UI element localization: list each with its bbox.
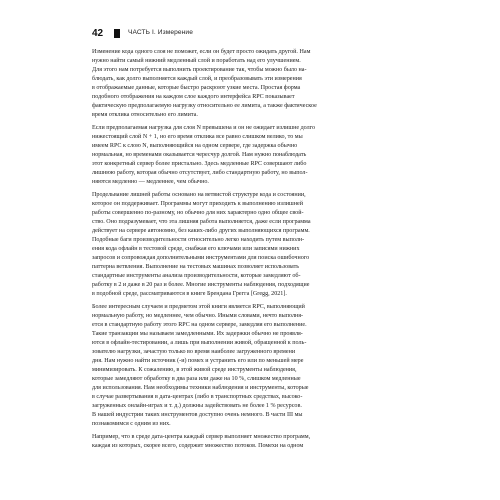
text-line: минимизировать. К сожалению, в этой живой среде инструменты наблюдения, (92, 367, 297, 373)
text-line: Изменение кода одного слоя не поможет, если он будет просто ожидать другой. Нам (92, 49, 311, 55)
text-line: зователю нагрузки, зачастую только во время наиболее загруженного времени (92, 349, 296, 355)
text-line: лишнюю работу, которая обычно отсутствует, либо стандартную работу, но выпол- (92, 170, 308, 176)
text-line: Для этого нам потребуется выполнить проектирование так, чтобы можно было на- (92, 67, 307, 73)
paragraph-1 (92, 48, 410, 120)
text-line: этот конкретный сервер более пристально. Здесь медленные RPC совершают либо (92, 161, 307, 167)
text-line: которые замедляют обработку в два раза или даже на 10 %, слишком медленные (92, 376, 301, 382)
text-line: нижестоящий слой N + 1, но его время отклика все равно слишком велико, то мы (92, 134, 303, 140)
section-marker (114, 29, 120, 38)
paragraph-5 (92, 433, 410, 451)
text-line: нужно найти самый нижний медленный слой и поработать над его улучшением. (92, 58, 301, 64)
text-line: работы совершенно по-разному, но обычно для них характерно одно общее свой- (92, 210, 304, 216)
text-line: для использования. Нам необходимы техники наблюдения и инструменты, которые (92, 385, 309, 391)
text-line: стандартные инструменты анализа производительности, которые замедляют об- (92, 273, 301, 279)
text-line: Например, что в среде дата-центра каждый сервер выполняет множество программ, (92, 434, 311, 440)
paragraph-3 (92, 191, 410, 299)
text-line: нормальная, но временами оказывается чересчур долгой. Нам нужно понаблюдать (92, 152, 307, 158)
text-line: каждая из которых, скорее всего, содержит множество потоков. Помехи на одном (92, 443, 304, 449)
text-line: паттерна ветвления. Выполнение на тестовых машинах позволяет использовать (92, 264, 300, 270)
text-line: которое он поддерживает. Программы могут приходить к выполнению излишней (92, 201, 303, 207)
text-line: ения кода офлайн в тестовой среде, снабжая его ключами или записями нижних (92, 246, 300, 252)
text-line: няются медленно — медленнее, чем обычно. (92, 179, 209, 185)
part-title: ЧАСТЬ I. Измерение (128, 29, 193, 36)
paragraph-2 (92, 124, 410, 187)
text-line: фактическую предполагаемую нагрузку относительно ее лимита, а также фактическое (92, 103, 317, 109)
text-line: ются в офлайн-тестировании, а лишь при выполнении живой, обращенной к поль- (92, 340, 307, 346)
text-line: подобного отображения на каждом слое каждого интерфейса RPC показывает (92, 94, 295, 100)
text-line: В нашей индустрии таких инструментов доступно очень немного. В части III мы (92, 412, 303, 418)
text-line: загруженных онлайн-играх и т. д.) должны задействовать не более 1 % ресурсов. (92, 403, 302, 409)
text-line: ется в стандартную работу этого RPC на одном сервере, замедляя его выполнение. (92, 322, 307, 328)
page-body (92, 48, 410, 455)
text-line: дня. Нам нужно найти источник (-и) помех и устранить его или по меньшей мере (92, 358, 304, 364)
text-line: действует на сервере автономно, без каких-либо других выполняющихся программ. (92, 228, 310, 234)
text-line: в случае развертывания в дата-центрах (либо в транспортных средствах, высоко- (92, 394, 303, 400)
paragraph-4 (92, 303, 410, 429)
text-line: в подобной среде, рассматриваются в книге Брендана Грегга [Gregg, 2021]. (92, 291, 287, 297)
text-line: нормальную работу, но медленнее, чем обычно. Иными словами, нечто выполня- (92, 313, 304, 319)
text-line: имеем RPC к слою N, выполняющийся на одном сервере, где задержка обычно (92, 143, 298, 149)
text-line: познакомимся с одним из них. (92, 421, 171, 427)
text-line: в отображаемые данные, которые быстро раскроют узкие места. Простая форма (92, 85, 301, 91)
page-number: 42 (92, 28, 104, 39)
running-header (92, 28, 412, 42)
text-line: ство. Оно подразумевает, что эта лишняя работа выполняется, даже если программа (92, 219, 311, 225)
text-line: время отклика относительно его лимита. (92, 112, 198, 118)
text-line: работку в 2 и даже в 20 раз и более. Многие инструменты наблюдения, подходящие (92, 282, 310, 288)
text-line: блюдать, как долго выполняется каждый слой, и преобразовывать эти измерения (92, 76, 302, 82)
text-line: Такие транзакции мы называем замедленными. Их задержки обычно не проявля- (92, 331, 303, 337)
text-line: Если предполагаемая нагрузка для слоя N превышена и он не ожидает излишне долго (92, 125, 316, 131)
text-line: запросов и сопровождая дополнительными инструментами для поиска ошибочного (92, 255, 310, 261)
text-line: Подобные баги производительности относительно легко находить путем выполн- (92, 237, 305, 243)
text-line: Продельвание лишней работы основано на ветвистой структуре кода и состоянии, (92, 192, 306, 198)
text-line: Более интересным случаем и предметом этой книги является RPC, выполняющий (92, 304, 305, 310)
